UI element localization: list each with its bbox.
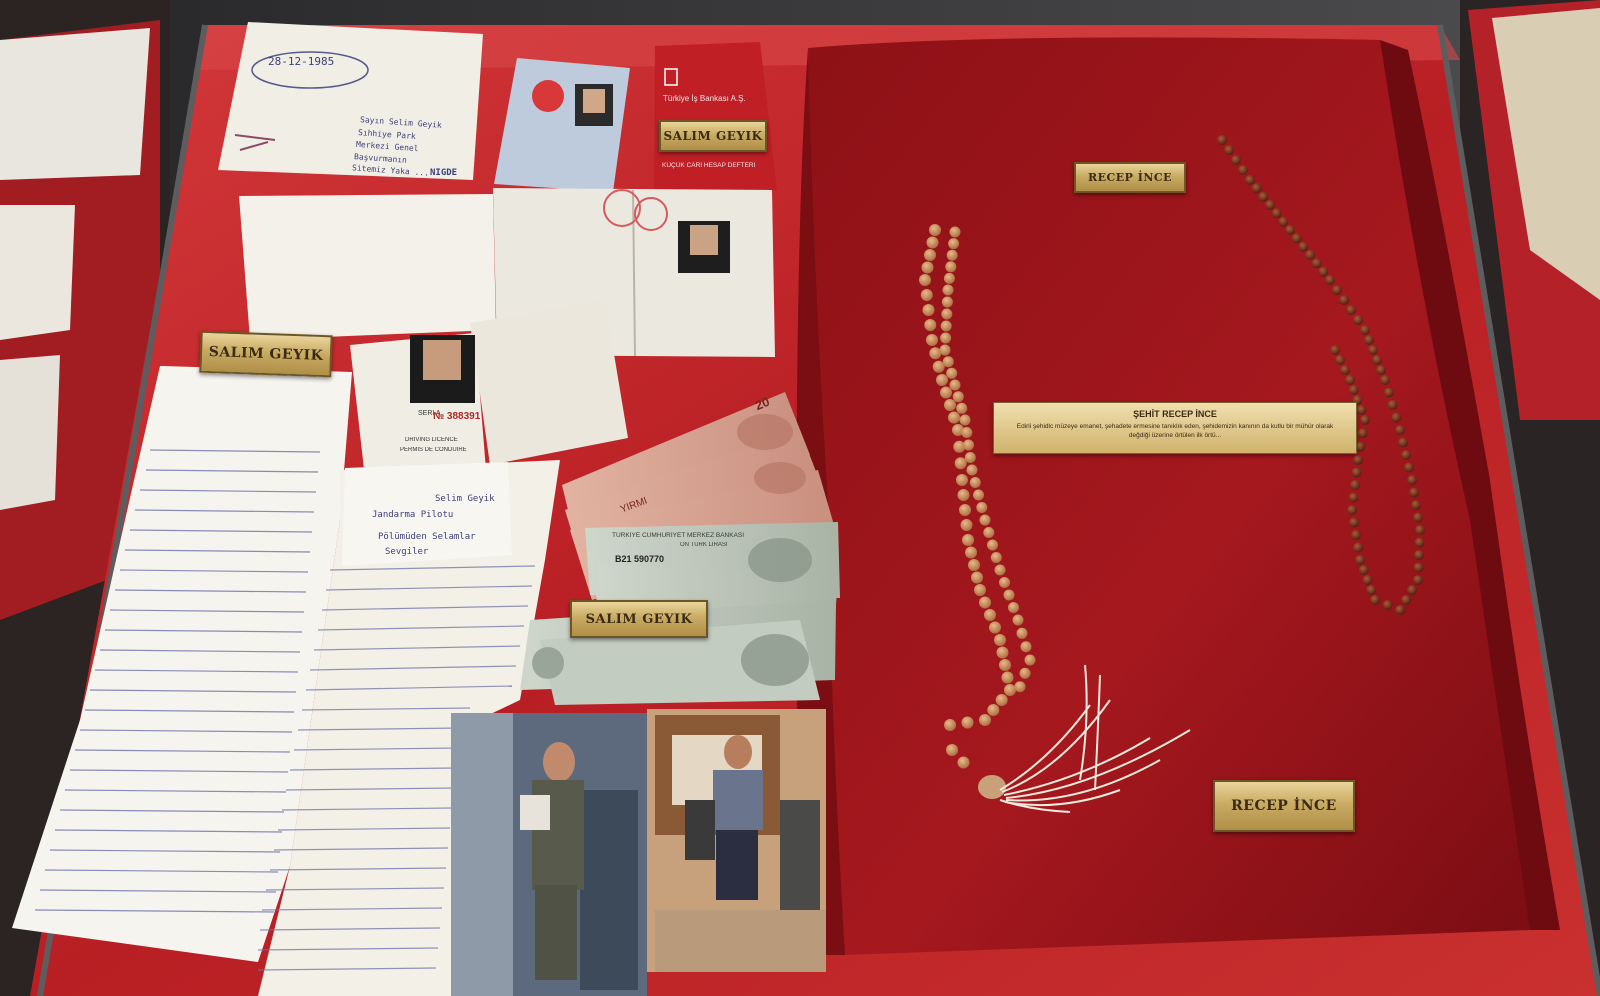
name-plaque-salim-geyik-banknotes: SALIM GEYIK	[570, 600, 708, 638]
bead	[1414, 563, 1424, 573]
bead	[1351, 530, 1361, 540]
envelope-recipient-3: Merkezi Genel	[355, 139, 419, 154]
bead	[1411, 500, 1421, 510]
bead	[1355, 555, 1365, 565]
bead	[1407, 475, 1417, 485]
bead	[1224, 145, 1234, 155]
small-card-line-3: Pölümüden Selamlar	[378, 532, 476, 542]
licence-series: SERİ A	[418, 410, 441, 417]
bead	[987, 704, 999, 716]
bead	[929, 347, 941, 359]
bead	[979, 597, 991, 609]
bead	[1353, 315, 1363, 325]
bead	[921, 289, 933, 301]
bead	[967, 465, 978, 476]
banknote-lira-label: ON TÜRK LİRASI	[680, 542, 728, 548]
bead	[980, 515, 991, 526]
small-card-line-4: Sevgiler	[385, 547, 429, 557]
bead	[944, 273, 955, 284]
bead	[1004, 590, 1015, 601]
bead	[973, 490, 984, 501]
envelope-recipient-4: Başvurmanın	[353, 152, 408, 165]
bead	[1383, 600, 1393, 610]
bead	[1388, 400, 1398, 410]
banknote-denomination: 20	[752, 393, 772, 414]
licence-number: № 388391	[433, 411, 481, 422]
small-card-line-2: Jandarma Pilotu	[372, 510, 454, 520]
bead	[944, 399, 956, 411]
banknote-issuer: TÜRKİYE CUMHURİYET MERKEZ BANKASI	[612, 532, 745, 539]
bead	[946, 368, 957, 379]
bead	[1401, 450, 1411, 460]
bead	[1347, 505, 1357, 515]
bead	[1017, 628, 1028, 639]
bead	[961, 427, 972, 438]
bead	[1391, 413, 1401, 423]
bead	[1252, 183, 1262, 193]
bead	[1404, 463, 1414, 473]
bankbook-bank-name: Türkiye İş Bankası A.Ş.	[663, 94, 746, 103]
bead	[984, 609, 996, 621]
bead	[926, 334, 938, 346]
bead	[946, 744, 958, 756]
bead	[1002, 672, 1014, 684]
bead	[1015, 681, 1026, 692]
bead	[1339, 295, 1349, 305]
bead	[959, 504, 971, 516]
bead	[1330, 345, 1340, 355]
bead	[965, 547, 977, 559]
bead	[1013, 615, 1024, 626]
bead	[1366, 585, 1376, 595]
bead	[1020, 668, 1031, 679]
bead	[965, 452, 976, 463]
bead	[953, 391, 964, 402]
envelope-recipient-5: Sitemiz Yaka ...	[351, 163, 430, 178]
bead	[929, 224, 941, 236]
envelope-recipient-2: Sıhhiye Park	[357, 127, 417, 142]
photo-young-man	[647, 709, 826, 972]
bead	[956, 403, 967, 414]
bead	[1352, 468, 1362, 478]
bead	[983, 527, 994, 538]
bead	[1217, 135, 1227, 145]
bead	[963, 440, 974, 451]
licence-caption: DRIVING LICENCE	[405, 437, 458, 443]
bead	[1415, 525, 1425, 535]
bead	[940, 333, 951, 344]
bead	[979, 714, 991, 726]
bead	[989, 622, 1001, 634]
bead	[1025, 655, 1036, 666]
info-plaque-body: Edirli şehidlc müzeye emanet, şehadete ermesine tanıklık eden, şehidemizin kanının da kutlu bir mühür olarak değdiği üzerine örtülen ilk örtü...	[1016, 423, 1334, 439]
envelope-recipient-1: Sayın Selim Geyik	[359, 115, 443, 130]
bead	[1356, 405, 1366, 415]
bead	[1401, 595, 1411, 605]
bead	[942, 297, 953, 308]
bead	[958, 757, 970, 769]
bead	[1372, 355, 1382, 365]
bead	[1346, 305, 1356, 315]
bead	[1353, 455, 1363, 465]
bead	[1340, 365, 1350, 375]
bead	[948, 238, 959, 249]
small-card-line-1: Selim Geyik	[435, 494, 495, 504]
bead	[1318, 267, 1328, 277]
bead	[941, 309, 952, 320]
bead	[924, 249, 936, 261]
envelope	[218, 22, 483, 180]
info-plaque	[993, 402, 1357, 454]
bead	[1384, 388, 1394, 398]
bead	[1278, 217, 1288, 227]
bead	[950, 227, 961, 238]
bead	[945, 261, 956, 272]
bead	[1349, 385, 1359, 395]
bead	[1364, 335, 1374, 345]
bead	[955, 457, 967, 469]
bead	[1414, 550, 1424, 560]
name-plaque-recep-ince-top: RECEP İNCE	[1074, 162, 1186, 193]
bead	[927, 237, 939, 249]
bead	[944, 719, 956, 731]
bead	[1395, 425, 1405, 435]
bead	[1359, 565, 1369, 575]
bead	[923, 304, 935, 316]
bead	[943, 285, 954, 296]
bead	[919, 274, 931, 286]
bead	[961, 519, 973, 531]
bead	[1305, 250, 1315, 260]
bead	[995, 565, 1006, 576]
bead	[1238, 165, 1248, 175]
bead	[997, 647, 1009, 659]
licence-caption-2: PERMIS DE CONDUIRE	[400, 447, 467, 453]
bead	[976, 502, 987, 513]
bead	[924, 319, 936, 331]
bead	[922, 262, 934, 274]
bead	[1398, 438, 1408, 448]
bead	[1413, 513, 1423, 523]
bead	[1415, 538, 1425, 548]
bead	[1368, 345, 1378, 355]
bead	[936, 374, 948, 386]
bead	[1245, 175, 1255, 185]
banknote-serial: B21 590770	[615, 554, 665, 564]
bead	[1376, 365, 1386, 375]
bead	[960, 415, 971, 426]
bead	[1332, 285, 1342, 295]
name-plaque-salim-geyik-bankbook: SALIM GEYIK	[659, 120, 767, 152]
bead	[971, 572, 983, 584]
bead	[950, 380, 961, 391]
info-plaque-title: ŞEHİT RECEP İNCE	[1133, 409, 1217, 419]
envelope-date: 28-12-1985	[268, 55, 335, 68]
bead	[1360, 415, 1370, 425]
photo-soldier	[451, 713, 647, 996]
banknote-word: YİRMİ	[618, 495, 649, 516]
bead	[968, 559, 980, 571]
bead	[970, 477, 981, 488]
bead	[1350, 480, 1360, 490]
bead	[1008, 602, 1019, 613]
bead	[1272, 208, 1282, 218]
bead	[940, 387, 952, 399]
bead	[1349, 518, 1359, 528]
bead	[940, 345, 951, 356]
bead	[1021, 641, 1032, 652]
bead	[1353, 543, 1363, 553]
bead	[1265, 200, 1275, 210]
bead	[1380, 375, 1390, 385]
bead	[1325, 275, 1335, 285]
bead	[947, 250, 958, 261]
bankbook-subtitle: KÜÇÜK CARİ HESAP DEFTERİ	[662, 162, 756, 169]
name-plaque-salim-geyik-left: SALIM GEYIK	[199, 331, 332, 378]
bead	[958, 489, 970, 501]
bead	[994, 634, 1006, 646]
bead	[1409, 488, 1419, 498]
bead	[1258, 192, 1268, 202]
bead	[962, 717, 974, 729]
bead	[1312, 258, 1322, 268]
bead	[1335, 355, 1345, 365]
bead	[1407, 585, 1417, 595]
certificate	[239, 194, 496, 340]
bead	[1395, 605, 1405, 615]
bead	[948, 412, 960, 424]
bead	[943, 356, 954, 367]
bead	[1360, 325, 1370, 335]
name-plaque-recep-ince-bottom: RECEP İNCE	[1213, 780, 1355, 832]
bead	[962, 534, 974, 546]
bead	[999, 659, 1011, 671]
bead	[999, 577, 1010, 588]
bead	[1363, 575, 1373, 585]
bead	[1349, 493, 1359, 503]
bead	[1358, 428, 1368, 438]
bead	[1004, 684, 1016, 696]
bead	[941, 321, 952, 332]
bead	[991, 552, 1002, 563]
bead	[1298, 242, 1308, 252]
envelope-city: NİĞDE	[430, 168, 458, 178]
bead	[956, 474, 968, 486]
bead	[1292, 233, 1302, 243]
bead	[1285, 225, 1295, 235]
bead	[1231, 155, 1241, 165]
bead	[996, 694, 1008, 706]
bead	[1370, 595, 1380, 605]
bead	[974, 584, 986, 596]
bead	[1345, 375, 1355, 385]
bead	[987, 540, 998, 551]
id-card	[494, 58, 630, 192]
bead	[1413, 575, 1423, 585]
